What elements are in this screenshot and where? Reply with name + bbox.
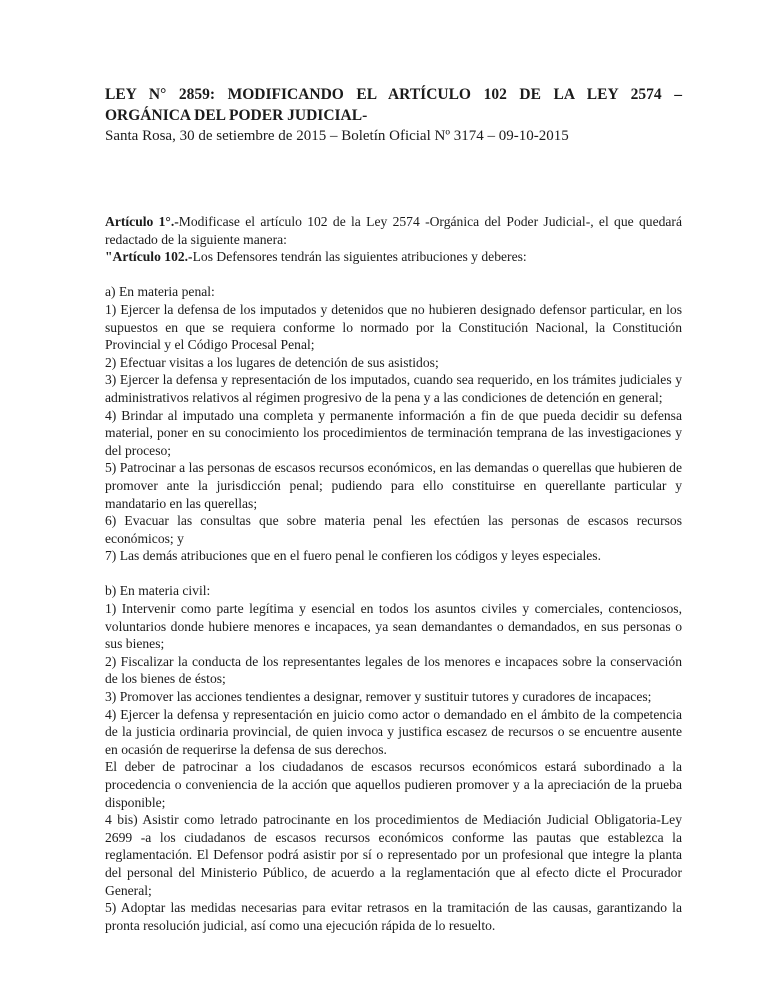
article-102-text: Los Defensores tendrán las siguientes atribuciones y deberes: bbox=[192, 249, 527, 265]
article-1-text: Modificase el artículo 102 de la Ley 2574 -Orgánica del Poder Judicial-, el que quedará redactado de la siguiente manera: bbox=[105, 214, 682, 247]
section-a-paragraph: 6) Evacuar las consultas que sobre materia penal les efectúen las personas de escasos recursos económicos; y bbox=[105, 513, 682, 546]
article-102-paragraph bbox=[105, 248, 682, 266]
section-b-paragraph: 5) Adoptar las medidas necesarias para evitar retrasos en la tramitación de las causas, garantizando la pronta resolución judicial, así como una ejecución rápida de lo resuelto. bbox=[105, 900, 682, 933]
section-a-paragraph: 3) Ejercer la defensa y representación de los imputados, cuando sea requerido, en los trámites judiciales y administrativos relativos al régimen progresivo de la pena y a las condiciones de detención en general; bbox=[105, 372, 682, 405]
section-b-heading: b) En materia civil: bbox=[105, 583, 211, 599]
section-a-paragraph: 2) Efectuar visitas a los lugares de detención de sus asistidos; bbox=[105, 354, 439, 370]
law-title-line1: LEY N° 2859: MODIFICANDO EL ARTÍCULO 102 DE LA LEY 2574 – bbox=[105, 86, 682, 103]
article-102-label: "Artículo 102.- bbox=[105, 249, 193, 265]
section-a-paragraph: 4) Brindar al imputado una completa y permanente información a fin de que pueda decidir su defensa material, poner en su conocimiento los procedimientos de terminación temprana de las investigaciones y del proceso; bbox=[105, 407, 682, 458]
section-b-paragraph: 2) Fiscalizar la conducta de los representantes legales de los menores e incapaces sobre la conservación de los bienes de éstos; bbox=[105, 653, 682, 687]
law-title-line2: ORGÁNICA DEL PODER JUDICIAL- bbox=[105, 107, 368, 124]
blank-line bbox=[105, 266, 682, 284]
blank-line bbox=[105, 565, 682, 583]
law-body bbox=[105, 213, 682, 934]
section-b-paragraph: 3) Promover las acciones tendientes a designar, remover y sustituir tutores y curadores de incapaces; bbox=[105, 689, 652, 705]
section-b-paragraph: 4) Ejercer la defensa y representación en juicio como actor o demandado en el ámbito de la competencia de la justicia ordinaria provincial, de quien invoca y justifica escasez de recursos o se encuentre ausente en ocasión de requerirse la defensa de sus derechos. bbox=[105, 706, 682, 757]
section-a-paragraph: 1) Ejercer la defensa de los imputados y detenidos que no hubieren designado defensor particular, en los supuestos en que se requiera conforme lo normado por la Constitución Nacional, la Constitución Provincial y el Código Procesal Penal; bbox=[105, 301, 682, 353]
section-b-paragraph: El deber de patrocinar a los ciudadanos de escasos recursos económicos estará subordinado a la procedencia o conveniencia de la acción que aquellos pudieren promover y a la apreciación de la prueba disponible; bbox=[105, 759, 682, 810]
dateline: Santa Rosa, 30 de setiembre de 2015 – Boletín Oficial Nº 3174 – 09-10-2015 bbox=[105, 128, 569, 144]
section-b-paragraph: 1) Intervenir como parte legítima y esencial en todos los asuntos civiles y comerciales, contenciosos, voluntarios donde hubiere menores e incapaces, ya sean demandantes o demandados, en sus personas o sus bienes; bbox=[105, 601, 682, 652]
article-1-label: Artículo 1°.- bbox=[105, 214, 179, 229]
article-1-paragraph bbox=[105, 213, 682, 248]
law-title bbox=[105, 84, 682, 126]
section-b-paragraph: 4 bis) Asistir como letrado patrocinante en los procedimientos de Mediación Judicial Obligatoria-Ley 2699 -a los ciudadanos de escasos recursos económicos conforme las pautas que establezca la reglamentación. El Defensor podrá asistir por sí o representado por un profesional que integre la planta del personal del Ministerio Público, de acuerdo a la reglamentación que al efecto dicte el Procurador General; bbox=[105, 812, 682, 898]
document-content bbox=[105, 84, 682, 934]
section-a-paragraph: 5) Patrocinar a las personas de escasos recursos económicos, en las demandas o querellas que hubieren de promover ante la jurisdicción penal; pudiendo para ello constituirse en querellante particular y mandatario en las querellas; bbox=[105, 460, 682, 511]
section-a-heading: a) En materia penal: bbox=[105, 284, 215, 300]
section-a-paragraph: 7) Las demás atribuciones que en el fuero penal le confieren los códigos y leyes especiales. bbox=[105, 548, 601, 564]
